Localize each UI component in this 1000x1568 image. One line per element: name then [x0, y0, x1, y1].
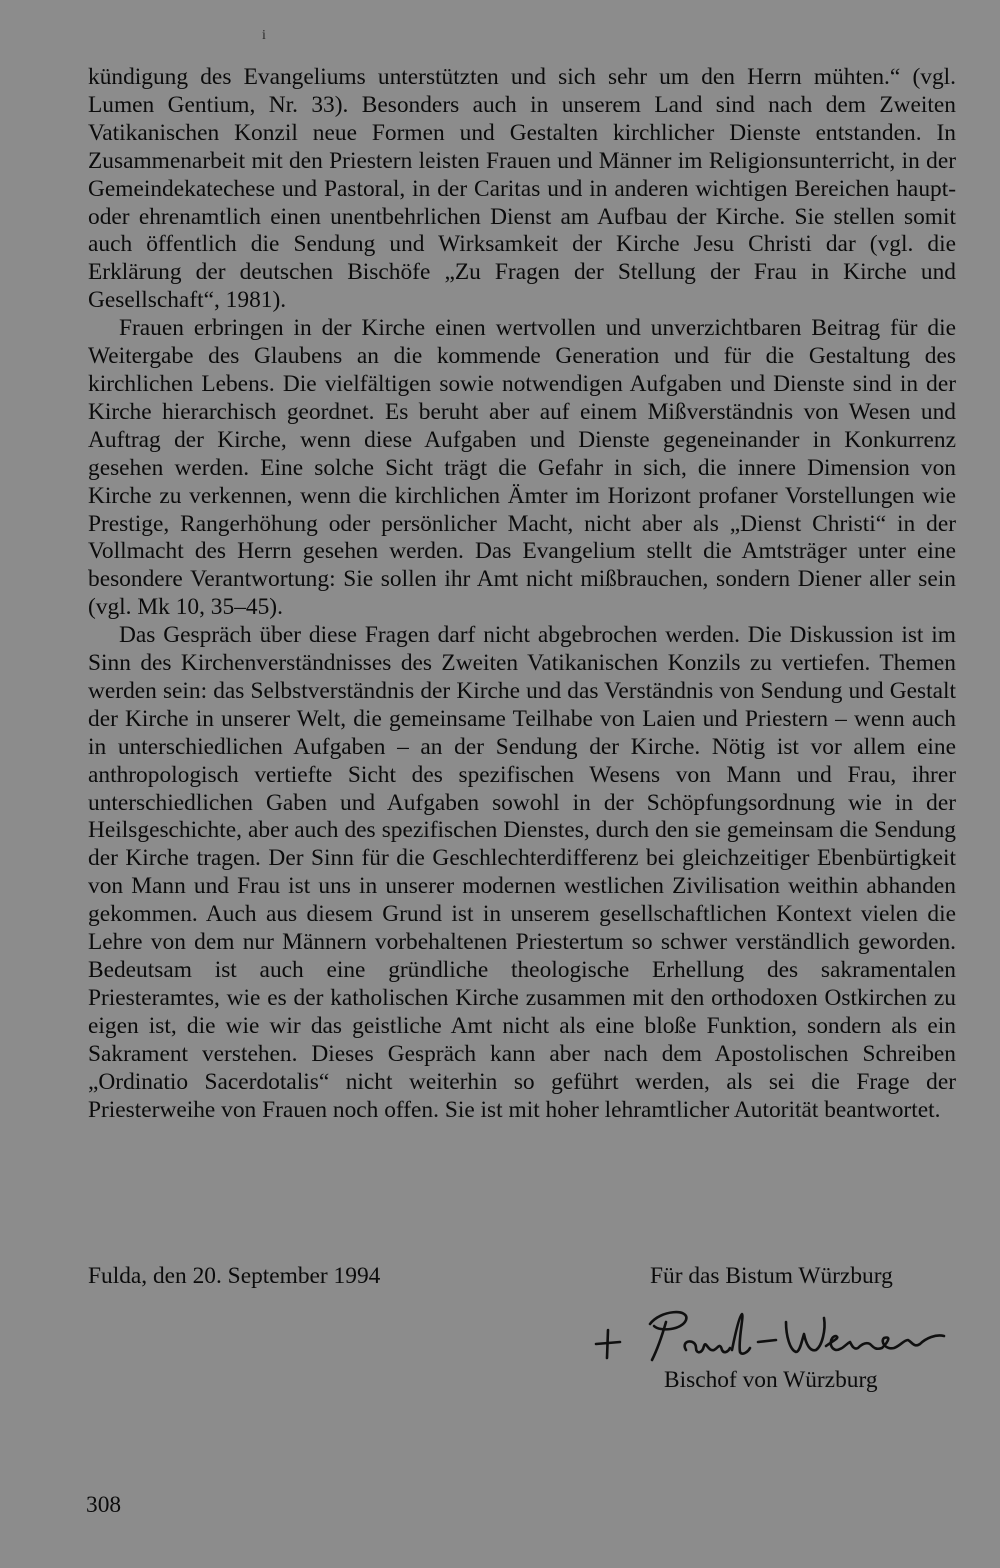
signer-title: Bischof von Würzburg [664, 1367, 878, 1393]
paragraph-2: Frauen erbringen in der Kirche einen wertvollen und unverzichtbaren Beitrag für die Weitergabe des Glaubens an die kommende Generation und für die Gestaltung des kirchlichen Lebens. Die vielfältigen sowie notwendigen Aufgaben und Dienste sind in der Kirche hierarchisch geordnet. Es beruht aber auf einem Mißverständnis von Wesen und Auftrag der Kirche, wenn diese Aufgaben und Dienste gegeneinander in Konkurrenz gesehen werden. Eine solche Sicht trägt die Gefahr in sich, die innere Dimension von Kirche zu verkennen, wenn die kirchlichen Ämter im Horizont profaner Vorstellungen wie Prestige, Rangerhöhung oder persönlicher Macht, nicht aber als „Dienst Christi“ in der Vollmacht des Herrn gesehen werden. Das Evangelium stellt die Amtsträger unter eine besondere Verantwortung: Sie sollen ihr Amt nicht mißbrauchen, sondern Diener aller sein (vgl. Mk 10, 35–45). [88, 315, 956, 621]
place-and-date: Fulda, den 20. September 1994 [88, 1263, 381, 1289]
paragraph-1: kündigung des Evangeliums unterstützten und sich sehr um den Herrn mühten.“ (vgl. Lumen Gentium, Nr. 33). Besonders auch in unserem Land sind nach dem Zweiten Vatikanischen Konzil neue Formen und Gestalten kirchlicher Dienste entstanden. In Zusammenarbeit mit den Priestern leisten Frauen und Männer im Religionsunterricht, in der Gemeindekatechese und Pastoral, in der Caritas und in anderen wichtigen Bereichen haupt- oder ehrenamtlich einen unentbehrlichen Dienst am Aufbau der Kirche. Sie stellen somit auch öffentlich die Sendung und Wirksamkeit der Kirche Jesu Christi dar (vgl. die Erklärung der deutschen Bischöfe „Zu Fragen der Stellung der Frau in Kirche und Gesellschaft“, 1981). [88, 64, 956, 314]
page-number: 308 [86, 1492, 122, 1518]
diocese-line: Für das Bistum Würzburg [650, 1263, 893, 1289]
body-text [88, 64, 956, 1124]
scan-speck: i [262, 28, 266, 43]
paragraph-3: Das Gespräch über diese Fragen darf nicht abgebrochen werden. Die Diskussion ist im Sinn des Kirchenverständnisses des Zweiten Vatikanischen Konzils zu vertiefen. Themen werden sein: das Selbstverständnis der Kirche und das Verständnis von Sendung und Gestalt der Kirche in unserer Welt, die gemeinsame Teilhabe von Laien und Priestern – wenn auch in unterschiedlichen Aufgaben – an der Sendung der Kirche. Nötig ist vor allem eine anthropologisch vertiefte Sicht des spezifischen Wesens von Mann und Frau, ihrer unterschiedlichen Gaben und Aufgaben sowohl in der Schöpfungsordnung wie in der Heilsgeschichte, aber auch des spezifischen Dienstes, durch den sie gemeinsam die Sendung der Kirche tragen. Der Sinn für die Geschlechterdifferenz bei gleichzeitiger Ebenbürtigkeit von Mann und Frau ist uns in unserer modernen westlichen Zivilisation weithin abhanden gekommen. Auch aus diesem Grund ist in unserem gesellschaftlichen Kontext vielen die Lehre von dem nur Männern vorbehaltenen Priestertum so schwer verständlich geworden. Bedeutsam ist auch eine gründliche theologische Erhellung des sakramentalen Priesteramtes, wie es der katholischen Kirche zusammen mit den orthodoxen Ostkirchen zu eigen ist, die wie wir das geistliche Amt nicht als eine bloße Funktion, sondern als ein Sakrament verstehen. Dieses Gespräch kann aber nach dem Apostolischen Schreiben „Ordinatio Sacerdotalis“ nicht weiterhin so geführt werden, als sei die Frage der Priesterweihe von Frauen noch offen. Sie ist mit hoher lehramtlicher Autorität beantwortet. [88, 622, 956, 1123]
handwritten-signature [590, 1300, 950, 1368]
